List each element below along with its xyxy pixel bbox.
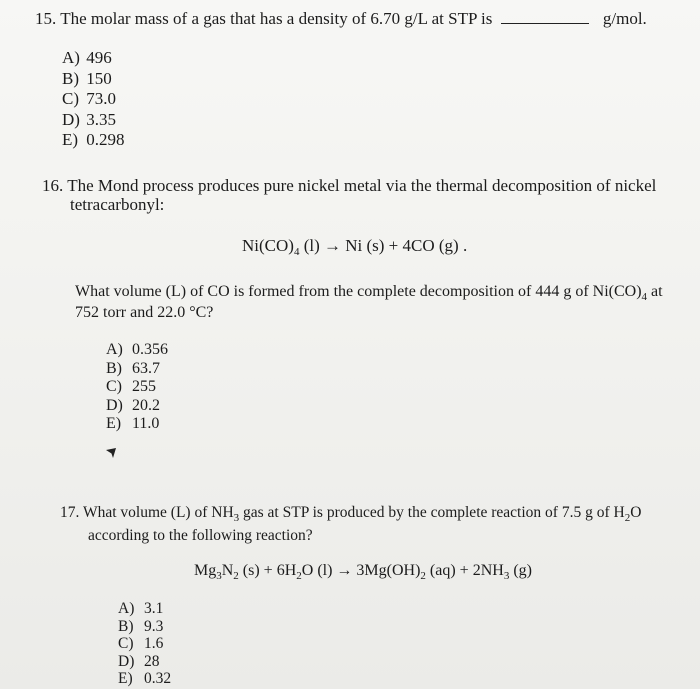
q17-choice-a[interactable]: A) 3.1 [118,600,164,617]
q16-equation: $Ni(CO)_4$ (l) → Ni (s) + 4CO (g) . [242,236,468,258]
q16-choice-b[interactable]: B) 63.7 [106,359,160,377]
q15-choice-a[interactable]: A) 496 [62,48,112,67]
q15-text: The molar mass of a gas that has a density of 6.70 g/L at STP is [60,9,493,28]
q16-text-line2: tetracarbonyl: [70,195,165,214]
q15-unit: g/mol. [602,9,647,28]
q16-choices [106,341,168,434]
mouse-pointer-icon [104,446,118,460]
q17-number: 17. [60,504,80,521]
q17-choices [118,600,171,688]
q16-question: What volume (L) of CO is formed from the complete decomposition of 444 g of $Ni(CO)_4$ at [75,283,663,303]
q17-choice-b[interactable]: B) 9.3 [118,617,164,635]
q15-answer-blank[interactable] [501,9,589,24]
q16-choice-c[interactable]: C) 255 [106,378,156,395]
q16-choice-d[interactable]: D) 20.2 [106,396,160,414]
q15-number: 15. [35,9,57,28]
q15-choice-e[interactable]: E) 0.298 [62,130,125,149]
q16-text-line1: The Mond process produces pure nickel metal via the thermal decomposition of nickel [67,176,657,195]
q17-choice-d[interactable]: D) 28 [118,652,160,670]
q15-stem [35,8,647,30]
q17-choice-c[interactable]: C) 1.6 [118,635,164,652]
q16-choice-e[interactable]: E) 11.0 [106,415,160,432]
q17-text-line2: according to the following reaction? [88,527,313,544]
q17-equation: $Mg_3N_2$ $(s) + 6H_2O$ $(l) \to 3Mg(OH)_2$ $(aq) + 2NH_3$ (g) [194,562,532,582]
q17-choice-e[interactable]: E) 0.32 [118,670,172,687]
q15-choice-b[interactable]: B) 150 [62,68,112,88]
q16-question-line2: 752 torr and 22.0 °C? [75,304,214,321]
q16-choice-a[interactable]: A) 0.356 [106,341,168,358]
q17-stem: 17. What volume (L) of $NH_3$ gas at STP is produced by the complete reaction of 7.5 g of $H_2O$ [60,504,642,524]
q16-number: 16. [42,176,64,195]
q15-choice-c[interactable]: C) 73.0 [62,89,116,108]
q15-choice-d[interactable]: D) 3.35 [62,109,116,129]
q15-choices [62,48,125,151]
